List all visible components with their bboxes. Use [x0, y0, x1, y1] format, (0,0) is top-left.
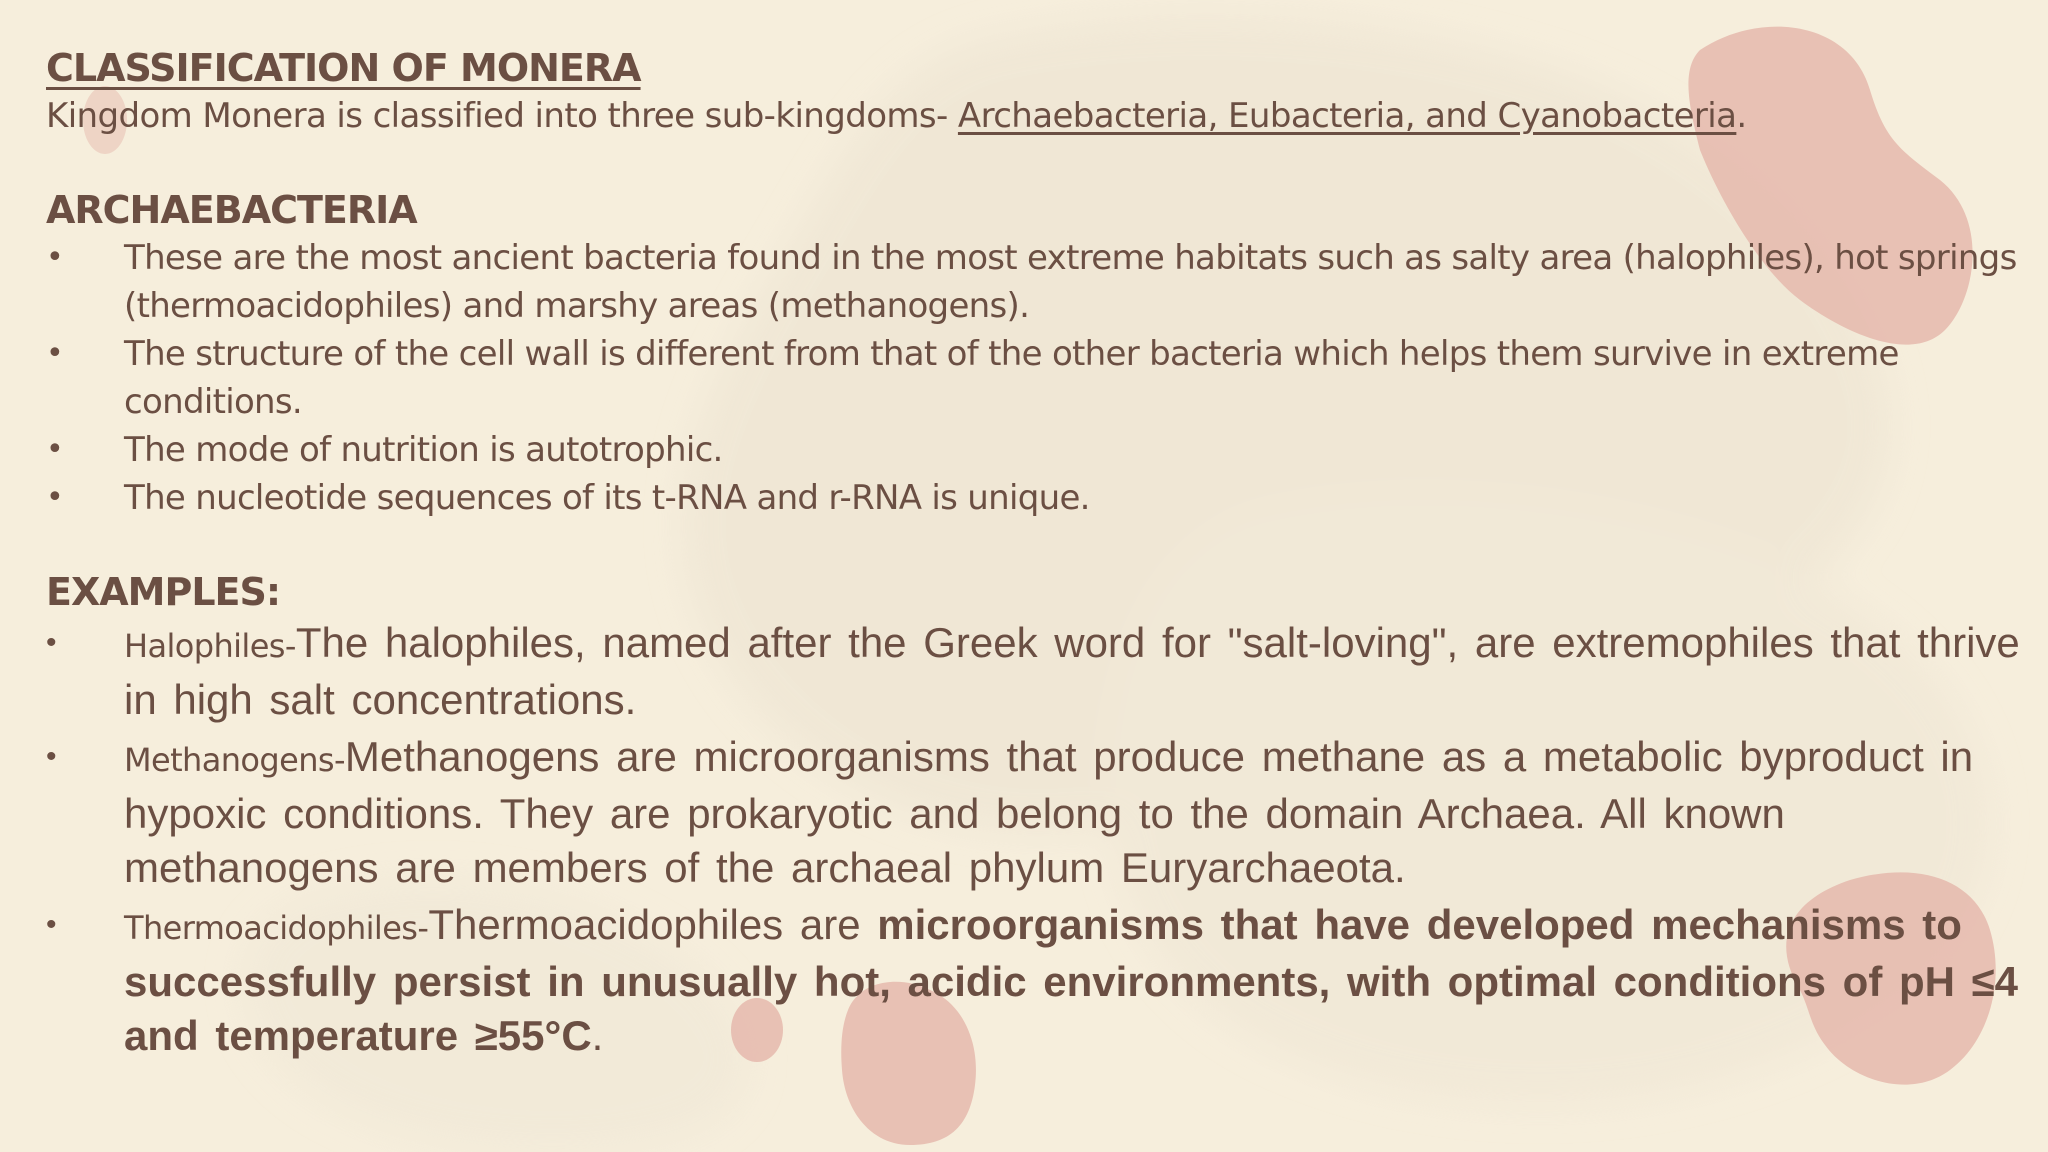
archaebacteria-heading: ARCHAEBACTERIA [46, 188, 417, 232]
example-term: Halophiles- [124, 627, 296, 665]
list-item [46, 426, 2026, 474]
bullet-icon: • [46, 480, 63, 515]
list-item-text: The mode of nutrition is autotrophic. [124, 430, 723, 470]
list-item-text: The structure of the cell wall is different from that of the other bacteria which helps them survive in extreme conditions. [124, 334, 1899, 422]
bullet-icon: • [46, 740, 57, 773]
example-end: . [591, 1012, 604, 1059]
list-item-text: The nucleotide sequences of its t-RNA and r-RNA is unique. [124, 478, 1090, 518]
slide-content [46, 44, 2026, 1066]
bullet-icon: • [46, 432, 63, 467]
example-methanogens [46, 730, 2026, 895]
intro-text: Kingdom Monera is classified into three sub-kingdoms- [46, 96, 958, 136]
bullet-icon: • [46, 908, 57, 941]
subkingdoms-link[interactable]: Archaebacteria, Eubacteria, and Cyanobacteria [957, 96, 1737, 136]
example-thermoacidophiles [46, 898, 2026, 1063]
list-item [46, 474, 2026, 522]
list-item [46, 330, 2026, 426]
example-bold-text: microorganisms that have developed mechanisms to successfully persist in unusually hot, acidic environments, with optimal conditions of pH ≤4 and temperature ≥55°C [124, 901, 2019, 1059]
examples-list [46, 616, 2026, 1063]
example-term: Methanogens- [124, 741, 345, 779]
bullet-icon: • [46, 626, 57, 659]
example-text: Thermoacidophiles are [428, 901, 878, 948]
list-item-text: These are the most ancient bacteria found in the most extreme habitats such as salty area (halophiles), hot springs (thermoacidophiles) and marshy areas (methanogens). [124, 238, 2017, 326]
example-halophiles [46, 616, 2026, 727]
bullet-icon: • [46, 336, 63, 371]
page-title: CLASSIFICATION OF MONERA [46, 46, 641, 90]
bullet-icon: • [46, 240, 63, 275]
list-item [46, 234, 2026, 330]
example-text: The halophiles, named after the Greek word for "salt-loving", are extremophiles that thrive in high salt concentrations. [124, 619, 2020, 723]
intro-paragraph [46, 92, 2026, 140]
examples-heading: EXAMPLES: [46, 570, 281, 614]
intro-end: . [1736, 96, 1747, 136]
archaebacteria-list [46, 234, 2026, 522]
example-text: Methanogens are microorganisms that produce methane as a metabolic byproduct in hypoxic conditions. They are prokaryotic and belong to the domain Archaea. All known methanogens are members of the archaeal phylum Euryarchaeota. [124, 733, 1974, 891]
example-term: Thermoacidophiles- [124, 909, 429, 947]
